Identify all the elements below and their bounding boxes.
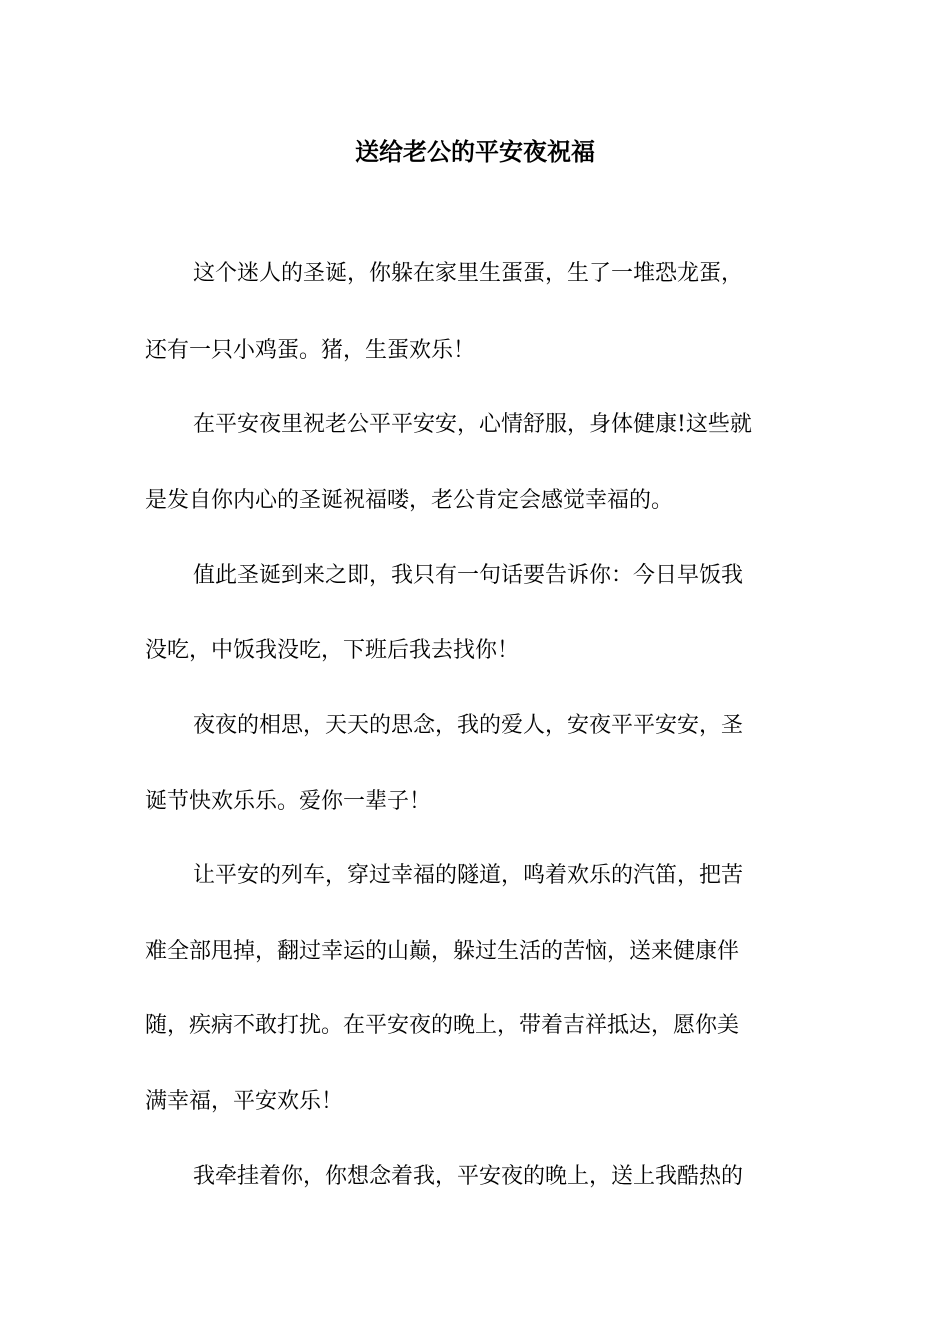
paragraph-3-line-2: 没吃，中饭我没吃，下班后我去找你！ [145, 638, 520, 663]
paragraph-5-line-2: 难全部甩掉，翻过幸运的山巅，躲过生活的苦恼，送来健康伴 [145, 939, 740, 964]
paragraph-5-line-4: 满幸福，平安欢乐！ [145, 1089, 344, 1114]
paragraph-6-line-1: 我牵挂着你，你想念着我，平安夜的晚上，送上我酷热的 [193, 1164, 744, 1189]
paragraph-2-line-1: 在平安夜里祝老公平平安安，心情舒服，身体健康!这些就 [193, 412, 752, 437]
paragraph-3-line-1: 值此圣诞到来之即，我只有一句话要告诉你：今日早饭我 [193, 563, 744, 588]
paragraph-4-line-2: 诞节快欢乐乐。爱你一辈子！ [145, 789, 432, 814]
paragraph-5-line-1: 让平安的列车，穿过幸福的隧道，鸣着欢乐的汽笛，把苦 [193, 863, 744, 888]
paragraph-1-line-2: 还有一只小鸡蛋。猪，生蛋欢乐！ [145, 338, 476, 363]
document-title: 送给老公的平安夜祝福 [355, 137, 595, 166]
paragraph-1-line-1: 这个迷人的圣诞，你躲在家里生蛋蛋，生了一堆恐龙蛋， [193, 261, 744, 286]
paragraph-4-line-1: 夜夜的相思，天天的思念，我的爱人，安夜平平安安，圣 [193, 713, 744, 738]
paragraph-2-line-2: 是发自你内心的圣诞祝福喽，老公肯定会感觉幸福的。 [145, 488, 674, 513]
paragraph-5-line-3: 随，疾病不敢打扰。在平安夜的晚上，带着吉祥抵达，愿你美 [145, 1013, 740, 1038]
